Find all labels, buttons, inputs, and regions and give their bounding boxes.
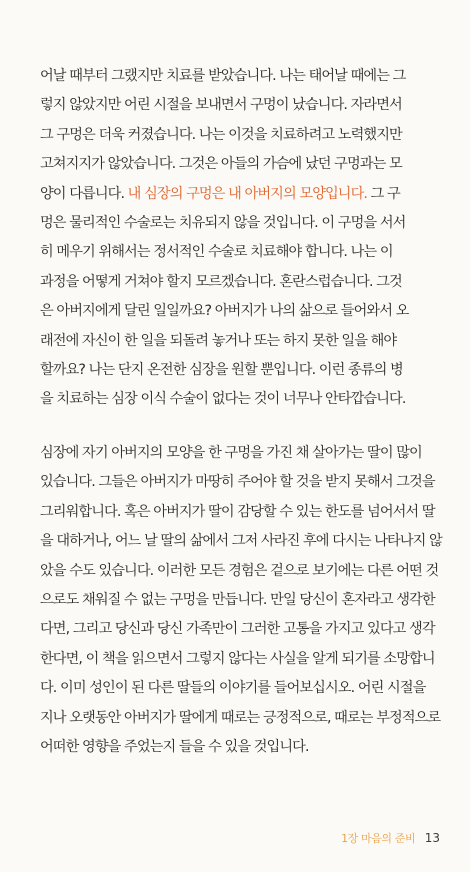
paragraph-1 <box>40 62 438 415</box>
chapter-title: 1장 마음의 준비 <box>341 832 416 845</box>
text-line: 다면, 그리고 당신과 당신 가족만이 그러한 고통을 가지고 있다고 생각 <box>40 621 435 638</box>
text-line: 그 구멍은 더욱 커졌습니다. 나는 이것을 치료하려고 노력했지만 <box>40 126 402 143</box>
highlighted-sentence: 내 심장의 구멍은 내 아버지의 모양입니다. <box>127 185 368 202</box>
text-line: 히 메우기 위해서는 정서적인 수술로 치료해야 합니다. 나는 이 <box>40 244 393 261</box>
text-line: 그리워합니다. 혹은 아버지가 딸이 감당할 수 있는 한도를 넘어서서 딸 <box>40 503 435 520</box>
page-footer <box>341 830 440 846</box>
text-line: 으로도 채워질 수 없는 구멍을 만듭니다. 만일 당신이 혼자라고 생각한 <box>40 591 435 608</box>
text-line: 렇지 않았지만 어린 시절을 보내면서 구멍이 났습니다. 자라면서 <box>40 97 402 114</box>
text-line: 과정을 어떻게 거쳐야 할지 모르겠습니다. 혼란스럽습니다. 그것 <box>40 273 402 290</box>
text-line: 어떠한 영향을 주었는지 들을 수 있을 것입니다. <box>40 738 309 755</box>
text-line: 았을 수도 있습니다. 이러한 모든 경험은 겉으로 보기에는 다른 어떤 것 <box>40 562 439 579</box>
text-line: 은 아버지에게 달린 일일까요? 아버지가 나의 삶으로 들어와서 오 <box>40 303 409 320</box>
page-number: 13 <box>424 831 440 845</box>
text-line: 심장에 자기 아버지의 모양을 한 구멍을 가진 채 살아가는 딸이 많이 <box>40 445 422 461</box>
text-line <box>40 180 438 209</box>
text-line: 래전에 자신이 한 일을 되돌려 놓거나 또는 하지 못한 일을 해야 <box>40 332 397 349</box>
text-line: 멍은 물리적인 수술로는 치유되지 않을 것입니다. 이 구멍을 서서 <box>40 214 406 231</box>
text-segment: 그 구 <box>367 185 400 202</box>
text-line: 할까요? 나는 단지 온전한 심장을 원할 뿐입니다. 이런 종류의 병 <box>40 361 403 378</box>
text-line: 있습니다. 그들은 아버지가 마땅히 주어야 할 것을 받지 못해서 그것을 <box>40 474 435 491</box>
text-line: 을 대하거나, 어느 날 딸의 삶에서 그저 사라진 후에 다시는 나타나지 않 <box>40 533 442 550</box>
text-line: 지나 오랫동안 아버지가 딸에게 때로는 긍정적으로, 때로는 부정적으로 <box>40 709 441 726</box>
text-line: 어날 때부터 그랬지만 치료를 받았습니다. 나는 태어날 때에는 그 <box>40 68 406 84</box>
text-line: 한다면, 이 책을 읽으면서 그렇지 않다는 사실을 알게 되기를 소망합니 <box>40 650 435 667</box>
text-line: 을 치료하는 심장 이식 수술이 없다는 것이 너무나 안타깝습니다. <box>40 391 406 408</box>
text-segment: 양이 다릅니다. <box>40 185 128 202</box>
text-line: 고쳐지지가 않았습니다. 그것은 아들의 가슴에 났던 구멍과는 모 <box>40 156 402 173</box>
paragraph-2 <box>40 439 442 762</box>
text-line: 다. 이미 성인이 된 다른 딸들의 이야기를 들어보십시오. 어린 시절을 <box>40 680 426 697</box>
